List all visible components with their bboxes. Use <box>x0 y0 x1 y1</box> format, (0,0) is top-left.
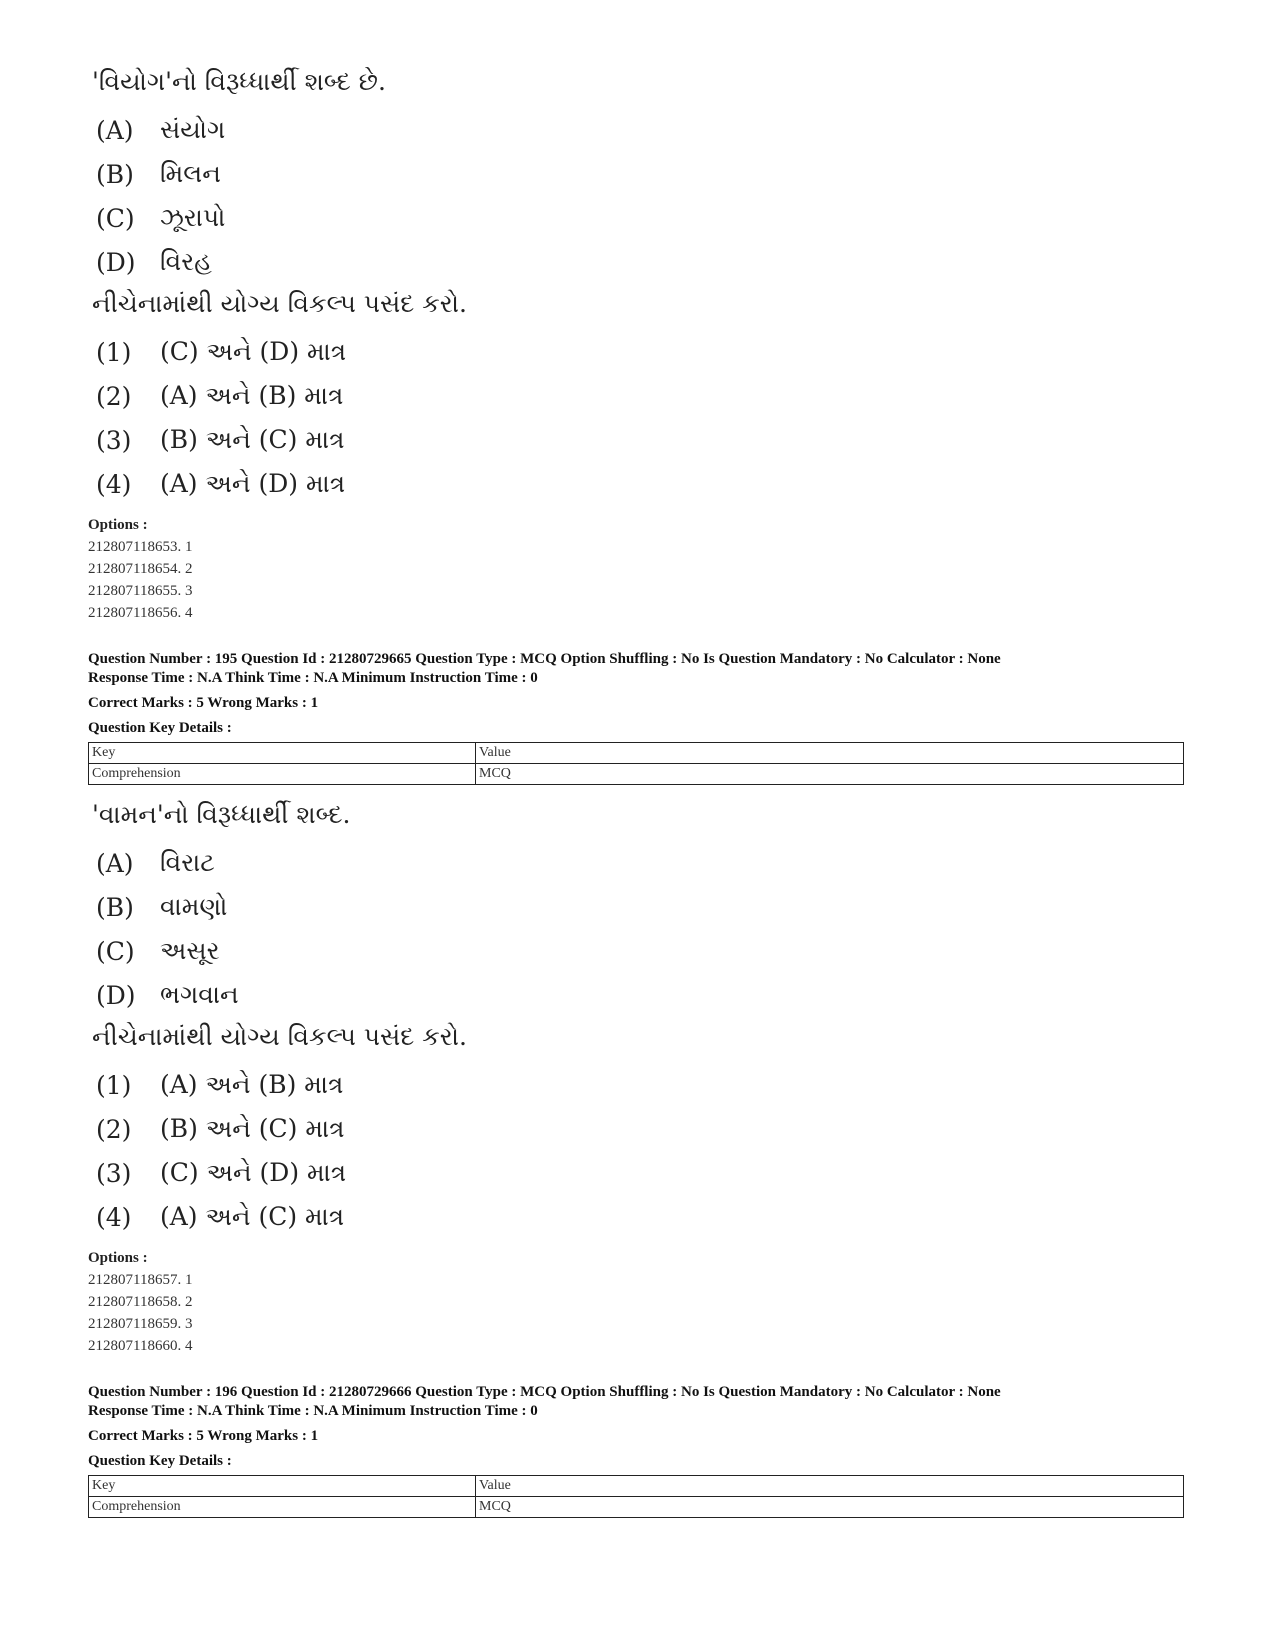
question-block-195 <box>88 650 1188 1357</box>
choice-4 <box>88 1195 1188 1239</box>
choice-label: (2) <box>96 381 132 411</box>
table-cell: Comprehension <box>89 764 476 785</box>
choice-label: (4) <box>96 469 132 499</box>
question-instruction: નીચેનામાંથી યોગ્ય વિકલ્પ પસંદ કરો. <box>92 1022 467 1051</box>
choice-3 <box>88 1151 1188 1195</box>
table-header-cell: Key <box>89 1476 476 1497</box>
item-text: ઝૂરાપો <box>160 203 226 232</box>
option-id: 212807118653. 1 <box>88 539 193 555</box>
choice-label: (2) <box>96 1114 132 1144</box>
question-block-194 <box>88 62 1188 624</box>
choice-label: (1) <box>96 337 132 367</box>
item-d <box>88 240 1188 284</box>
choice-4 <box>88 462 1188 506</box>
item-text: અસૂર <box>160 936 220 965</box>
table-header-cell: Value <box>476 1476 1184 1497</box>
option-id: 212807118657. 1 <box>88 1272 193 1288</box>
item-c <box>88 929 1188 973</box>
option-id: 212807118656. 4 <box>88 605 193 621</box>
option-id: 212807118660. 4 <box>88 1338 193 1354</box>
marks-line: Correct Marks : 5 Wrong Marks : 1 <box>88 1428 319 1444</box>
question-stem: 'વિયોગ'નો વિરૂધ્ધાર્થી શબ્દ છે. <box>92 67 386 96</box>
item-label: (A) <box>96 848 134 878</box>
item-a <box>88 841 1188 885</box>
key-details-heading: Question Key Details : <box>88 1453 232 1469</box>
question-meta-line: Response Time : N.A Think Time : N.A Minimum Instruction Time : 0 <box>88 670 538 686</box>
table-header-row <box>89 743 1184 764</box>
option-id: 212807118655. 3 <box>88 583 193 599</box>
marks-line: Correct Marks : 5 Wrong Marks : 1 <box>88 695 319 711</box>
question-instruction: નીચેનામાંથી યોગ્ય વિકલ્પ પસંદ કરો. <box>92 289 467 318</box>
choice-3 <box>88 418 1188 462</box>
item-label: (B) <box>96 159 134 189</box>
question-meta-line: Question Number : 195 Question Id : 21280729665 Question Type : MCQ Option Shuffling : No Is Question Mandatory : No Calculator : None <box>88 651 1001 667</box>
choice-label: (1) <box>96 1070 132 1100</box>
key-details-table <box>88 742 1184 785</box>
item-a <box>88 108 1188 152</box>
choice-label: (4) <box>96 1202 132 1232</box>
question-meta-line: Response Time : N.A Think Time : N.A Minimum Instruction Time : 0 <box>88 1403 538 1419</box>
choice-1 <box>88 1063 1188 1107</box>
choice-text: (C) અને (D) માત્ર <box>160 337 347 366</box>
item-label: (C) <box>96 203 135 233</box>
item-text: ભગવાન <box>160 980 239 1009</box>
key-details-table <box>88 1475 1184 1518</box>
choice-2 <box>88 1107 1188 1151</box>
item-text: મિલન <box>160 159 221 188</box>
table-cell: Comprehension <box>89 1497 476 1518</box>
table-header-cell: Value <box>476 743 1184 764</box>
question-meta-line: Question Number : 196 Question Id : 21280729666 Question Type : MCQ Option Shuffling : No Is Question Mandatory : No Calculator : None <box>88 1384 1001 1400</box>
item-b <box>88 885 1188 929</box>
choice-text: (C) અને (D) માત્ર <box>160 1158 347 1187</box>
table-row <box>89 1497 1184 1518</box>
item-text: સંયોગ <box>160 115 226 144</box>
key-details-heading: Question Key Details : <box>88 720 232 736</box>
item-b <box>88 152 1188 196</box>
options-heading: Options : <box>88 517 148 533</box>
item-label: (C) <box>96 936 135 966</box>
item-label: (B) <box>96 892 134 922</box>
choice-text: (B) અને (C) માત્ર <box>160 425 345 454</box>
choice-1 <box>88 330 1188 374</box>
option-id: 212807118658. 2 <box>88 1294 193 1310</box>
item-c <box>88 196 1188 240</box>
choice-label: (3) <box>96 425 132 455</box>
item-label: (D) <box>96 247 136 277</box>
item-d <box>88 973 1188 1017</box>
table-cell: MCQ <box>476 764 1184 785</box>
choice-text: (A) અને (B) માત્ર <box>160 1070 344 1099</box>
item-text: વામણો <box>160 892 228 921</box>
table-header-row <box>89 1476 1184 1497</box>
choice-2 <box>88 374 1188 418</box>
choice-label: (3) <box>96 1158 132 1188</box>
choice-text: (B) અને (C) માત્ર <box>160 1114 345 1143</box>
question-stem: 'વામન'નો વિરૂધ્ધાર્થી શબ્દ. <box>92 800 351 829</box>
item-text: વિરહ <box>160 247 212 276</box>
table-row <box>89 764 1184 785</box>
option-id: 212807118654. 2 <box>88 561 193 577</box>
document-page <box>88 62 1188 1528</box>
item-text: વિરાટ <box>160 848 215 877</box>
option-id: 212807118659. 3 <box>88 1316 193 1332</box>
choice-text: (A) અને (C) માત્ર <box>160 1202 345 1231</box>
item-label: (D) <box>96 980 136 1010</box>
table-cell: MCQ <box>476 1497 1184 1518</box>
question-block-196 <box>88 1383 1188 1518</box>
item-label: (A) <box>96 115 134 145</box>
choice-text: (A) અને (D) માત્ર <box>160 469 346 498</box>
choice-text: (A) અને (B) માત્ર <box>160 381 344 410</box>
options-heading: Options : <box>88 1250 148 1266</box>
table-header-cell: Key <box>89 743 476 764</box>
